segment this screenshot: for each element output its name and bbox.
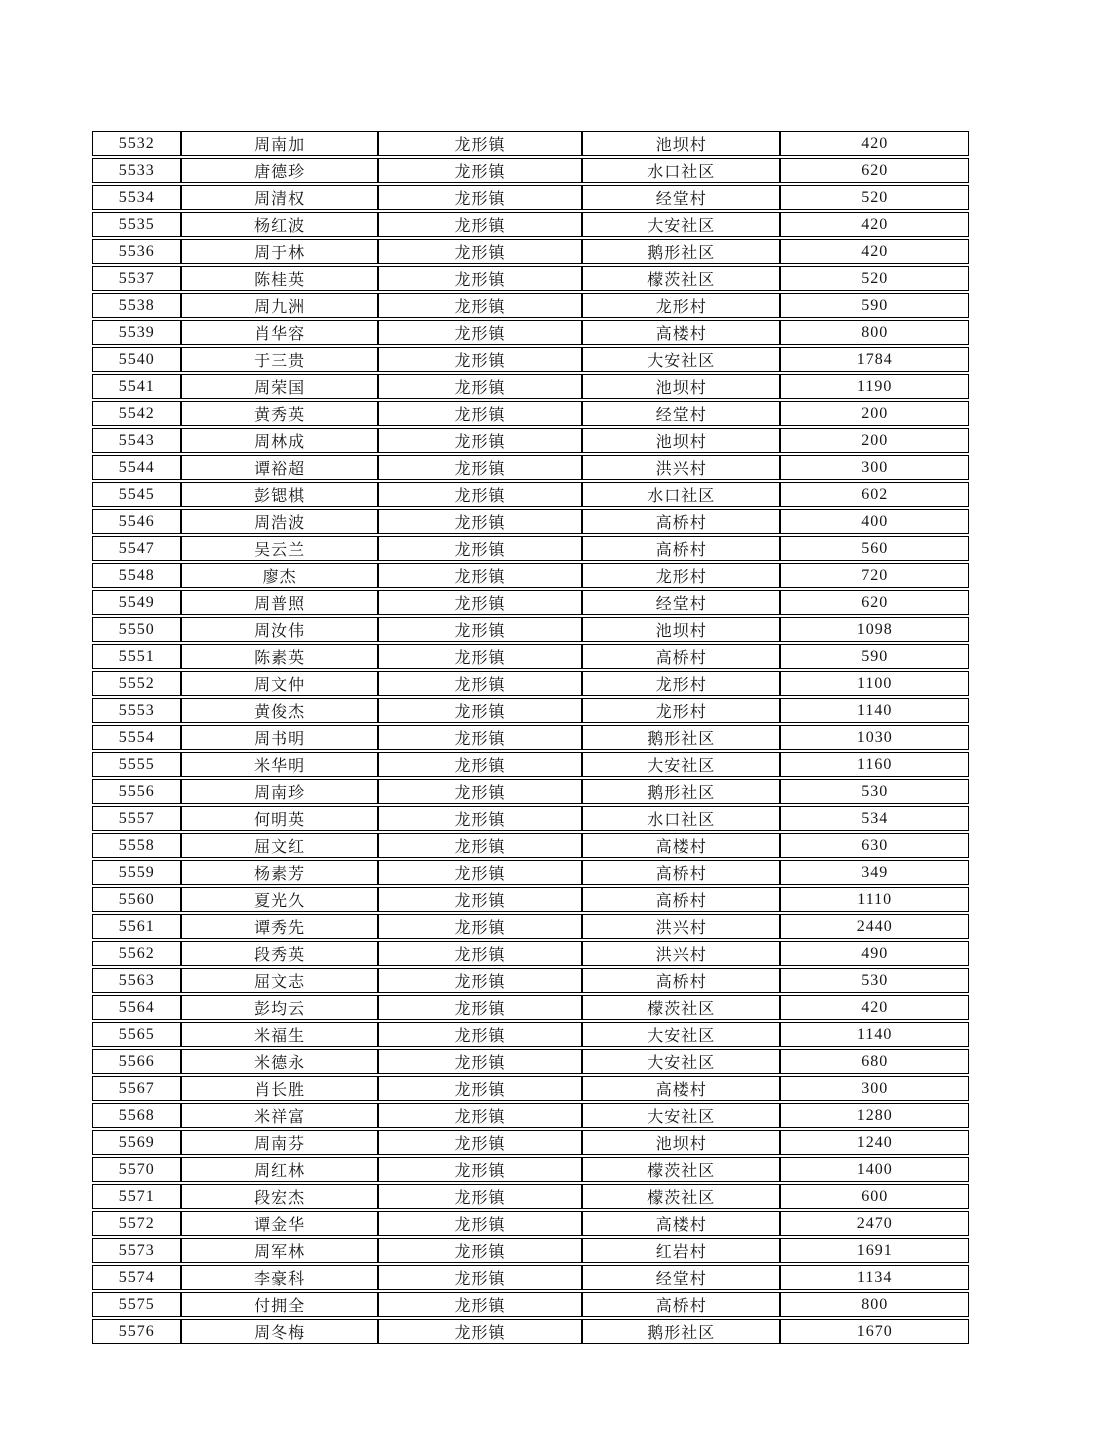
table-row [92, 1103, 969, 1128]
cell-name: 肖华容 [181, 320, 377, 345]
cell-name: 周南珍 [181, 779, 377, 804]
cell-town: 龙形镇 [378, 509, 582, 534]
cell-name: 陈桂英 [181, 266, 377, 291]
cell-village: 高桥村 [582, 887, 780, 912]
cell-amount: 534 [780, 806, 969, 831]
cell-amount: 1400 [780, 1157, 969, 1182]
cell-town: 龙形镇 [378, 563, 582, 588]
cell-serial: 5545 [92, 482, 181, 507]
table-row [92, 968, 969, 993]
table-row [92, 617, 969, 642]
cell-name: 吴云兰 [181, 536, 377, 561]
cell-amount: 530 [780, 779, 969, 804]
cell-serial: 5575 [92, 1292, 181, 1317]
cell-serial: 5558 [92, 833, 181, 858]
cell-serial: 5532 [92, 131, 181, 156]
cell-amount: 2470 [780, 1211, 969, 1236]
table-row [92, 1184, 969, 1209]
cell-serial: 5568 [92, 1103, 181, 1128]
table-row [92, 752, 969, 777]
cell-serial: 5546 [92, 509, 181, 534]
cell-town: 龙形镇 [378, 1049, 582, 1074]
cell-amount: 1784 [780, 347, 969, 372]
cell-serial: 5544 [92, 455, 181, 480]
table-row [92, 725, 969, 750]
table-row [92, 455, 969, 480]
table-row [92, 158, 969, 183]
cell-serial: 5553 [92, 698, 181, 723]
cell-town: 龙形镇 [378, 482, 582, 507]
table-row [92, 698, 969, 723]
cell-town: 龙形镇 [378, 1319, 582, 1344]
cell-village: 水口社区 [582, 158, 780, 183]
cell-town: 龙形镇 [378, 239, 582, 264]
cell-amount: 630 [780, 833, 969, 858]
cell-amount: 620 [780, 158, 969, 183]
table-row [92, 374, 969, 399]
cell-amount: 560 [780, 536, 969, 561]
cell-village: 高桥村 [582, 536, 780, 561]
cell-serial: 5552 [92, 671, 181, 696]
table-row [92, 1049, 969, 1074]
cell-town: 龙形镇 [378, 320, 582, 345]
table-row [92, 590, 969, 615]
cell-amount: 1280 [780, 1103, 969, 1128]
cell-name: 米福生 [181, 1022, 377, 1047]
cell-name: 段宏杰 [181, 1184, 377, 1209]
cell-town: 龙形镇 [378, 968, 582, 993]
cell-serial: 5567 [92, 1076, 181, 1101]
cell-serial: 5556 [92, 779, 181, 804]
cell-name: 陈素英 [181, 644, 377, 669]
cell-amount: 1110 [780, 887, 969, 912]
cell-village: 大安社区 [582, 1049, 780, 1074]
cell-serial: 5560 [92, 887, 181, 912]
cell-town: 龙形镇 [378, 1265, 582, 1290]
cell-village: 洪兴村 [582, 941, 780, 966]
cell-name: 黄秀英 [181, 401, 377, 426]
table-row [92, 941, 969, 966]
cell-name: 李豪科 [181, 1265, 377, 1290]
cell-name: 肖长胜 [181, 1076, 377, 1101]
cell-serial: 5535 [92, 212, 181, 237]
cell-village: 龙形村 [582, 293, 780, 318]
table-row [92, 833, 969, 858]
cell-amount: 420 [780, 239, 969, 264]
cell-village: 经堂村 [582, 1265, 780, 1290]
cell-town: 龙形镇 [378, 995, 582, 1020]
cell-name: 黄俊杰 [181, 698, 377, 723]
cell-town: 龙形镇 [378, 752, 582, 777]
cell-serial: 5573 [92, 1238, 181, 1263]
cell-village: 池坝村 [582, 131, 780, 156]
cell-name: 于三贵 [181, 347, 377, 372]
cell-amount: 300 [780, 455, 969, 480]
table-row [92, 401, 969, 426]
cell-village: 经堂村 [582, 590, 780, 615]
cell-name: 周红林 [181, 1157, 377, 1182]
cell-town: 龙形镇 [378, 131, 582, 156]
cell-amount: 1030 [780, 725, 969, 750]
cell-village: 池坝村 [582, 1130, 780, 1155]
cell-amount: 1240 [780, 1130, 969, 1155]
cell-name: 段秀英 [181, 941, 377, 966]
table-row [92, 563, 969, 588]
table-row [92, 1157, 969, 1182]
cell-name: 周林成 [181, 428, 377, 453]
cell-village: 大安社区 [582, 347, 780, 372]
cell-village: 高桥村 [582, 968, 780, 993]
cell-town: 龙形镇 [378, 671, 582, 696]
cell-village: 水口社区 [582, 806, 780, 831]
cell-village: 高桥村 [582, 1292, 780, 1317]
cell-amount: 620 [780, 590, 969, 615]
cell-town: 龙形镇 [378, 401, 582, 426]
cell-town: 龙形镇 [378, 590, 582, 615]
cell-town: 龙形镇 [378, 266, 582, 291]
cell-amount: 1190 [780, 374, 969, 399]
cell-village: 洪兴村 [582, 455, 780, 480]
cell-name: 唐德珍 [181, 158, 377, 183]
cell-name: 杨红波 [181, 212, 377, 237]
cell-amount: 520 [780, 266, 969, 291]
cell-amount: 602 [780, 482, 969, 507]
cell-town: 龙形镇 [378, 725, 582, 750]
cell-town: 龙形镇 [378, 1292, 582, 1317]
cell-name: 周汝伟 [181, 617, 377, 642]
cell-town: 龙形镇 [378, 644, 582, 669]
cell-name: 周军林 [181, 1238, 377, 1263]
cell-village: 鹅形社区 [582, 1319, 780, 1344]
cell-amount: 420 [780, 131, 969, 156]
table-row [92, 1022, 969, 1047]
cell-serial: 5548 [92, 563, 181, 588]
cell-village: 高楼村 [582, 1211, 780, 1236]
table-row [92, 482, 969, 507]
cell-village: 水口社区 [582, 482, 780, 507]
table-row [92, 1265, 969, 1290]
cell-name: 周浩波 [181, 509, 377, 534]
cell-town: 龙形镇 [378, 374, 582, 399]
table-row [92, 1292, 969, 1317]
cell-name: 夏光久 [181, 887, 377, 912]
cell-town: 龙形镇 [378, 347, 582, 372]
cell-town: 龙形镇 [378, 779, 582, 804]
cell-name: 周南芬 [181, 1130, 377, 1155]
cell-serial: 5565 [92, 1022, 181, 1047]
cell-serial: 5543 [92, 428, 181, 453]
cell-amount: 720 [780, 563, 969, 588]
cell-serial: 5534 [92, 185, 181, 210]
cell-amount: 800 [780, 1292, 969, 1317]
cell-name: 周文仲 [181, 671, 377, 696]
cell-name: 周南加 [181, 131, 377, 156]
cell-amount: 1691 [780, 1238, 969, 1263]
cell-serial: 5561 [92, 914, 181, 939]
cell-name: 周于林 [181, 239, 377, 264]
cell-village: 檬茨社区 [582, 266, 780, 291]
cell-town: 龙形镇 [378, 887, 582, 912]
cell-village: 池坝村 [582, 617, 780, 642]
cell-name: 付拥全 [181, 1292, 377, 1317]
cell-village: 池坝村 [582, 428, 780, 453]
cell-town: 龙形镇 [378, 698, 582, 723]
cell-name: 米德永 [181, 1049, 377, 1074]
cell-name: 周清权 [181, 185, 377, 210]
cell-town: 龙形镇 [378, 1076, 582, 1101]
cell-village: 高楼村 [582, 320, 780, 345]
cell-town: 龙形镇 [378, 1157, 582, 1182]
cell-village: 高楼村 [582, 1076, 780, 1101]
cell-name: 周荣国 [181, 374, 377, 399]
cell-village: 鹅形社区 [582, 239, 780, 264]
cell-name: 彭锶棋 [181, 482, 377, 507]
cell-amount: 800 [780, 320, 969, 345]
cell-serial: 5566 [92, 1049, 181, 1074]
cell-town: 龙形镇 [378, 1022, 582, 1047]
cell-serial: 5559 [92, 860, 181, 885]
cell-amount: 1140 [780, 698, 969, 723]
cell-town: 龙形镇 [378, 1130, 582, 1155]
table-row [92, 1238, 969, 1263]
table-row [92, 185, 969, 210]
cell-town: 龙形镇 [378, 158, 582, 183]
cell-village: 高楼村 [582, 833, 780, 858]
cell-amount: 530 [780, 968, 969, 993]
cell-serial: 5541 [92, 374, 181, 399]
cell-name: 周普照 [181, 590, 377, 615]
cell-name: 谭金华 [181, 1211, 377, 1236]
cell-amount: 1100 [780, 671, 969, 696]
table-row [92, 509, 969, 534]
cell-serial: 5554 [92, 725, 181, 750]
cell-serial: 5572 [92, 1211, 181, 1236]
cell-name: 廖杰 [181, 563, 377, 588]
cell-amount: 590 [780, 644, 969, 669]
table-row [92, 806, 969, 831]
cell-village: 经堂村 [582, 185, 780, 210]
cell-name: 屈文志 [181, 968, 377, 993]
cell-amount: 590 [780, 293, 969, 318]
cell-name: 何明英 [181, 806, 377, 831]
table-row [92, 239, 969, 264]
cell-town: 龙形镇 [378, 212, 582, 237]
cell-name: 屈文红 [181, 833, 377, 858]
cell-amount: 400 [780, 509, 969, 534]
cell-serial: 5563 [92, 968, 181, 993]
cell-town: 龙形镇 [378, 293, 582, 318]
cell-town: 龙形镇 [378, 806, 582, 831]
cell-village: 大安社区 [582, 752, 780, 777]
cell-village: 龙形村 [582, 563, 780, 588]
cell-town: 龙形镇 [378, 941, 582, 966]
table-row [92, 347, 969, 372]
cell-amount: 200 [780, 428, 969, 453]
cell-town: 龙形镇 [378, 455, 582, 480]
cell-village: 高桥村 [582, 509, 780, 534]
cell-amount: 349 [780, 860, 969, 885]
cell-town: 龙形镇 [378, 536, 582, 561]
cell-village: 檬茨社区 [582, 1184, 780, 1209]
table-row [92, 860, 969, 885]
cell-village: 龙形村 [582, 698, 780, 723]
records-table-body [92, 131, 969, 1344]
cell-serial: 5571 [92, 1184, 181, 1209]
cell-name: 米华明 [181, 752, 377, 777]
cell-village: 经堂村 [582, 401, 780, 426]
cell-town: 龙形镇 [378, 1211, 582, 1236]
cell-serial: 5542 [92, 401, 181, 426]
cell-amount: 1160 [780, 752, 969, 777]
cell-amount: 2440 [780, 914, 969, 939]
cell-village: 高桥村 [582, 644, 780, 669]
cell-village: 池坝村 [582, 374, 780, 399]
table-row [92, 293, 969, 318]
cell-serial: 5549 [92, 590, 181, 615]
cell-village: 龙形村 [582, 671, 780, 696]
cell-serial: 5547 [92, 536, 181, 561]
cell-serial: 5540 [92, 347, 181, 372]
cell-village: 洪兴村 [582, 914, 780, 939]
cell-serial: 5562 [92, 941, 181, 966]
cell-serial: 5557 [92, 806, 181, 831]
cell-village: 高桥村 [582, 860, 780, 885]
table-row [92, 1130, 969, 1155]
cell-serial: 5539 [92, 320, 181, 345]
cell-amount: 1670 [780, 1319, 969, 1344]
cell-town: 龙形镇 [378, 860, 582, 885]
cell-serial: 5533 [92, 158, 181, 183]
cell-name: 谭裕超 [181, 455, 377, 480]
cell-serial: 5569 [92, 1130, 181, 1155]
cell-name: 杨素芳 [181, 860, 377, 885]
cell-amount: 600 [780, 1184, 969, 1209]
cell-town: 龙形镇 [378, 617, 582, 642]
table-row [92, 1211, 969, 1236]
cell-town: 龙形镇 [378, 1103, 582, 1128]
table-row [92, 212, 969, 237]
cell-town: 龙形镇 [378, 428, 582, 453]
cell-name: 谭秀先 [181, 914, 377, 939]
cell-serial: 5574 [92, 1265, 181, 1290]
cell-amount: 420 [780, 995, 969, 1020]
cell-serial: 5538 [92, 293, 181, 318]
records-table [92, 129, 969, 1346]
table-row [92, 671, 969, 696]
cell-amount: 1098 [780, 617, 969, 642]
cell-name: 周九洲 [181, 293, 377, 318]
cell-village: 大安社区 [582, 1022, 780, 1047]
cell-village: 大安社区 [582, 212, 780, 237]
cell-village: 鹅形社区 [582, 779, 780, 804]
table-row [92, 536, 969, 561]
cell-serial: 5537 [92, 266, 181, 291]
cell-amount: 300 [780, 1076, 969, 1101]
table-row [92, 131, 969, 156]
cell-town: 龙形镇 [378, 1238, 582, 1263]
cell-name: 周冬梅 [181, 1319, 377, 1344]
cell-town: 龙形镇 [378, 914, 582, 939]
cell-amount: 520 [780, 185, 969, 210]
cell-name: 米祥富 [181, 1103, 377, 1128]
cell-name: 周书明 [181, 725, 377, 750]
table-row [92, 320, 969, 345]
cell-town: 龙形镇 [378, 185, 582, 210]
table-row [92, 1076, 969, 1101]
cell-village: 红岩村 [582, 1238, 780, 1263]
cell-village: 鹅形社区 [582, 725, 780, 750]
table-row [92, 995, 969, 1020]
cell-town: 龙形镇 [378, 1184, 582, 1209]
cell-amount: 490 [780, 941, 969, 966]
cell-amount: 680 [780, 1049, 969, 1074]
cell-serial: 5550 [92, 617, 181, 642]
table-row [92, 914, 969, 939]
cell-village: 檬茨社区 [582, 995, 780, 1020]
cell-village: 大安社区 [582, 1103, 780, 1128]
table-row [92, 266, 969, 291]
cell-serial: 5570 [92, 1157, 181, 1182]
cell-amount: 200 [780, 401, 969, 426]
cell-village: 檬茨社区 [582, 1157, 780, 1182]
table-row [92, 1319, 969, 1344]
cell-amount: 1134 [780, 1265, 969, 1290]
table-row [92, 779, 969, 804]
table-row [92, 887, 969, 912]
cell-amount: 420 [780, 212, 969, 237]
cell-serial: 5555 [92, 752, 181, 777]
cell-town: 龙形镇 [378, 833, 582, 858]
cell-serial: 5576 [92, 1319, 181, 1344]
cell-amount: 1140 [780, 1022, 969, 1047]
cell-serial: 5551 [92, 644, 181, 669]
table-row [92, 644, 969, 669]
table-row [92, 428, 969, 453]
cell-name: 彭均云 [181, 995, 377, 1020]
cell-serial: 5564 [92, 995, 181, 1020]
cell-serial: 5536 [92, 239, 181, 264]
